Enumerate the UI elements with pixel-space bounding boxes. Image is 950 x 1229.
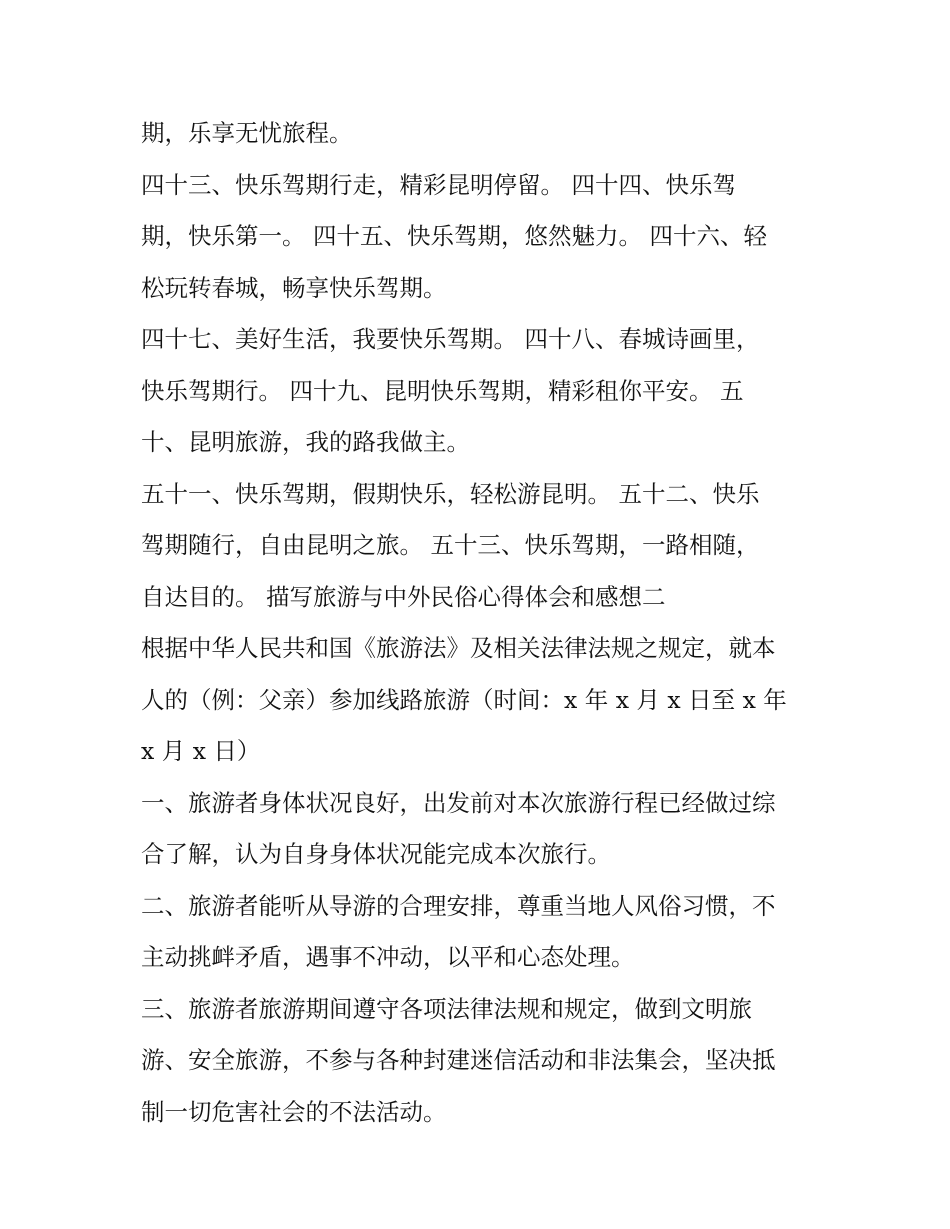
text-line: 一、旅游者身体状况良好，出发前对本次旅游行程已经做过综 (141, 788, 776, 817)
text-line: 合了解，认为自身身体状况能完成本次旅行。 (141, 840, 611, 868)
text-line: 十、昆明旅游，我的路我做主。 (141, 428, 470, 456)
text-line: 自达目的。 描写旅游与中外民俗心得体会和感想二 (141, 582, 666, 611)
text-line: 快乐驾期行。 四十九、昆明快乐驾期，精彩租你平安。 五 (141, 376, 744, 405)
text-line: 制一切危害社会的不法活动。 (141, 1097, 447, 1126)
text-line: 游、安全旅游，不参与各种封建迷信活动和非法集会，坚决抵 (141, 1046, 776, 1074)
text-line: 四十七、美好生活，我要快乐驾期。 四十八、春城诗画里， (141, 325, 760, 353)
text-line: 期，乐享无忧旅程。 (141, 119, 353, 147)
text-line: 主动挑衅矛盾，遇事不冲动，以平和心态处理。 (141, 943, 635, 971)
text-line: 人的（例：父亲）参加线路旅游（时间：x 年 x 月 x 日至 x 年 (141, 685, 787, 714)
text-line: x 月 x 日） (141, 737, 261, 765)
text-line: 二、旅游者能听从导游的合理安排，尊重当地人风俗习惯，不 (141, 891, 776, 920)
text-line: 松玩转春城，畅享快乐驾期。 (141, 273, 447, 302)
text-line: 三、旅游者旅游期间遵守各项法律法规和规定，做到文明旅 (141, 994, 752, 1023)
text-line: 驾期随行，自由昆明之旅。 五十三、快乐驾期，一路相随， (141, 531, 760, 559)
text-line: 五十一、快乐驾期，假期快乐，轻松游昆明。 五十二、快乐 (141, 479, 760, 508)
text-line: 期，快乐第一。 四十五、快乐驾期，悠然魅力。 四十六、轻 (141, 222, 767, 250)
text-line: 根据中华人民共和国《旅游法》及相关法律法规之规定，就本 (141, 634, 776, 662)
text-line: 四十三、快乐驾期行走，精彩昆明停留。 四十四、快乐驾 (141, 170, 736, 199)
document-body (141, 108, 821, 1138)
